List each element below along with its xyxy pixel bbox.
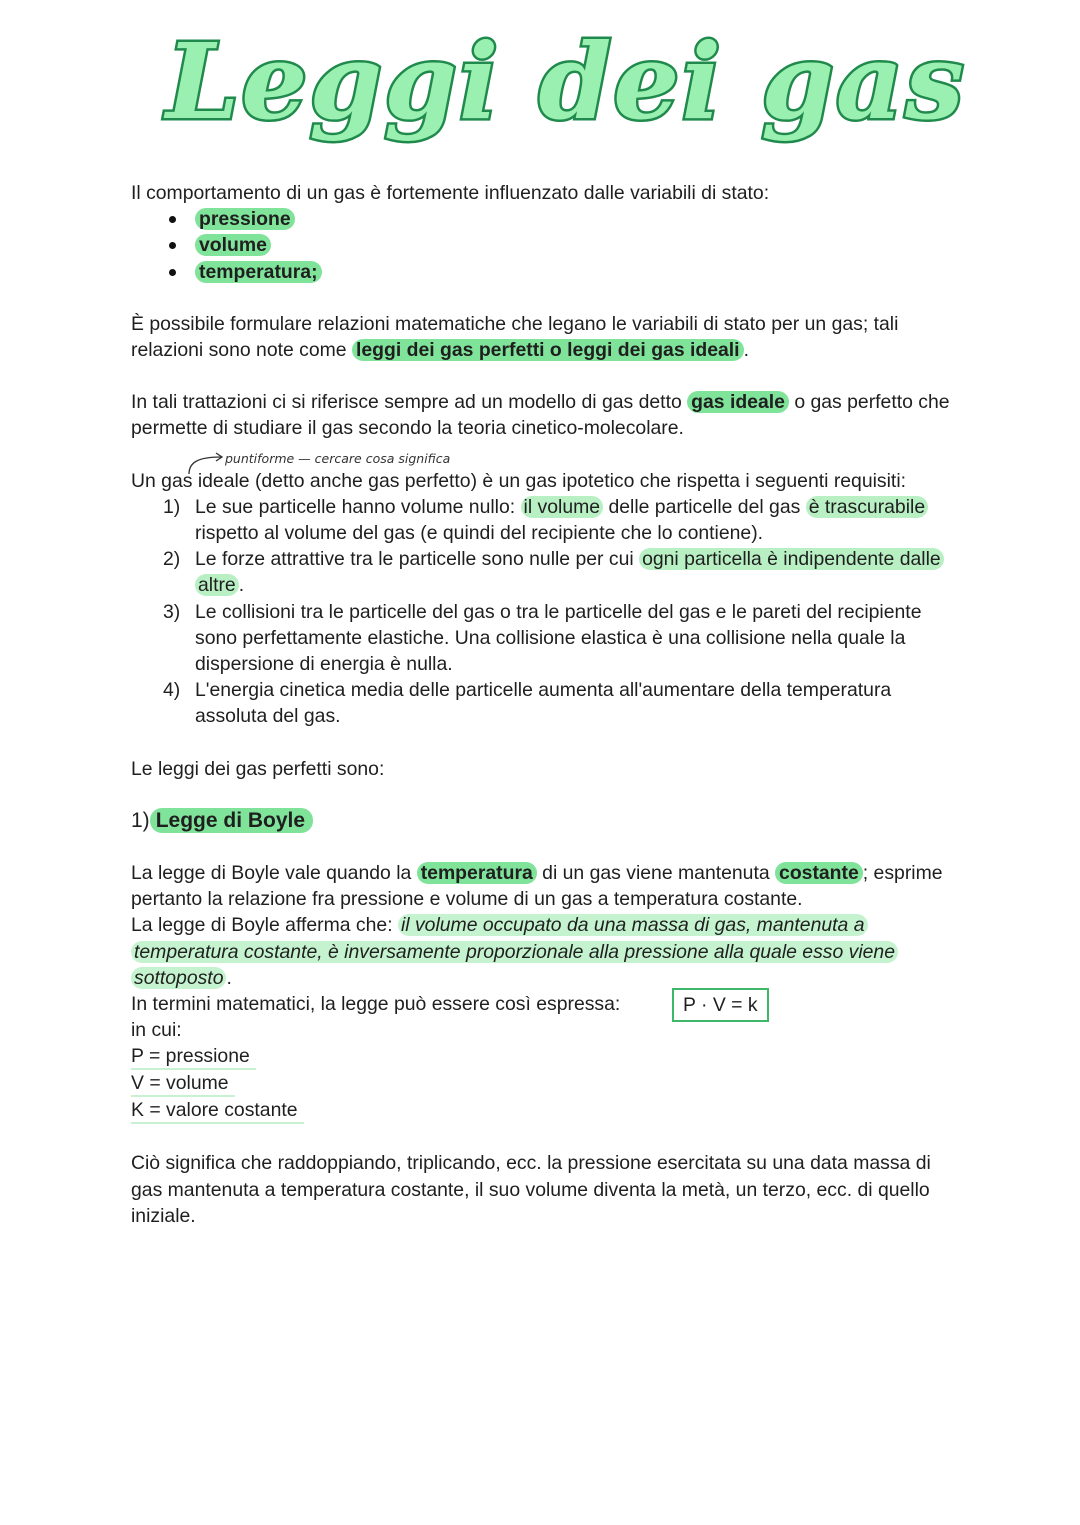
title-graphic xyxy=(0,18,1080,158)
intro-text: Il comportamento di un gas è fortemente influenzato dalle variabili di stato: xyxy=(131,182,770,204)
document-body xyxy=(131,180,961,1229)
boyle-paragraph-2: La legge di Boyle afferma che: il volume occupato da una massa di gas, mantenuta a temperatura costante, è inversamente proporzionale alla pressione alla quale esso viene sottoposto . xyxy=(131,912,961,991)
boyle-paragraph-3: In termini matematici, la legge può essere così espressa: xyxy=(131,993,621,1016)
list-item xyxy=(169,206,961,232)
variable-volume: volume xyxy=(195,234,271,256)
boyle-paragraph-1: La legge di Boyle vale quando la temperatura di un gas viene mantenuta costante ; esprime pertanto la relazione fra pressione e volume di un gas a temperatura costante. xyxy=(131,862,943,911)
boyle-statement: il volume occupato da una massa di gas, mantenuta a temperatura costante, è inversamente proporzionale alla pressione alla quale esso viene sottoposto xyxy=(131,914,898,988)
definition-item: V = volume xyxy=(131,1070,961,1097)
ideal-gas-requirements xyxy=(131,494,961,730)
boyle-heading: Legge di Boyle xyxy=(150,808,313,833)
handwritten-note xyxy=(187,451,517,475)
list-item: 3) Le collisioni tra le particelle del gas o tra le particelle del gas e le pareti del recipiente sono perfettamente elastiche. Una collisione elastica è una collisione nella quale la dispersione di energia è nulla. xyxy=(163,600,922,676)
laws-intro: Le leggi dei gas perfetti sono: xyxy=(131,757,385,780)
ideal-gas-intro-wrap xyxy=(131,450,961,494)
list-item: 1) Le sue particelle hanno volume nullo: il volume delle particelle del gas è trascurabile rispetto al volume del gas (e quindi del recipiente che lo contiene). xyxy=(163,494,961,546)
formula-row xyxy=(131,991,961,1017)
list-item: 4) L'energia cinetica media delle particelle aumenta all'aumentare della temperatura assoluta del gas. xyxy=(163,679,892,728)
highlight-leggi-gas: leggi dei gas perfetti o leggi dei gas ideali xyxy=(352,339,744,361)
in-cui-label: in cui: xyxy=(131,1019,182,1042)
ideal-gas-intro: Un gas ideale (detto anche gas perfetto) è un gas ipotetico che rispetta i seguenti requisiti: xyxy=(131,469,907,492)
formula-box: P · V = k xyxy=(672,988,769,1022)
paragraph-ideal-model: In tali trattazioni ci si riferisce sempre ad un modello di gas detto gas ideale o gas perfetto che permette di studiare il gas secondo la teoria cinetico-molecolare. xyxy=(131,391,950,440)
list-item xyxy=(169,259,961,285)
definition-item: K = valore costante xyxy=(131,1097,961,1124)
highlight-gas-ideale: gas ideale xyxy=(687,391,789,413)
handnote-text: puntiforme — cercare cosa significa xyxy=(225,450,451,466)
variable-temperatura: temperatura; xyxy=(195,261,322,283)
boyle-paragraph-4: Ciò significa che raddoppiando, triplicando, ecc. la pressione esercitata su una data massa di gas mantenuta a temperatura costante, il suo volume diventa la metà, un terzo, ecc. di quello iniziale. xyxy=(131,1152,931,1227)
list-item: 2) Le forze attrattive tra le particelle sono nulle per cui ogni particella è indipendente dalle altre . xyxy=(163,546,961,598)
page-title: Leggi dei gas xyxy=(166,20,966,143)
state-variables-list xyxy=(131,206,961,285)
list-item xyxy=(169,232,961,258)
definition-item: P = pressione xyxy=(131,1043,961,1070)
section-heading-boyle: 1) Legge di Boyle xyxy=(131,808,961,834)
curved-arrow-icon xyxy=(187,451,227,475)
paragraph-relations: È possibile formulare relazioni matematiche che legano le variabili di stato per un gas; tali relazioni sono note come leggi dei gas perfetti o leggi dei gas ideali . xyxy=(131,312,899,362)
variable-pressione: pressione xyxy=(195,208,295,230)
title-banner xyxy=(0,18,1080,158)
